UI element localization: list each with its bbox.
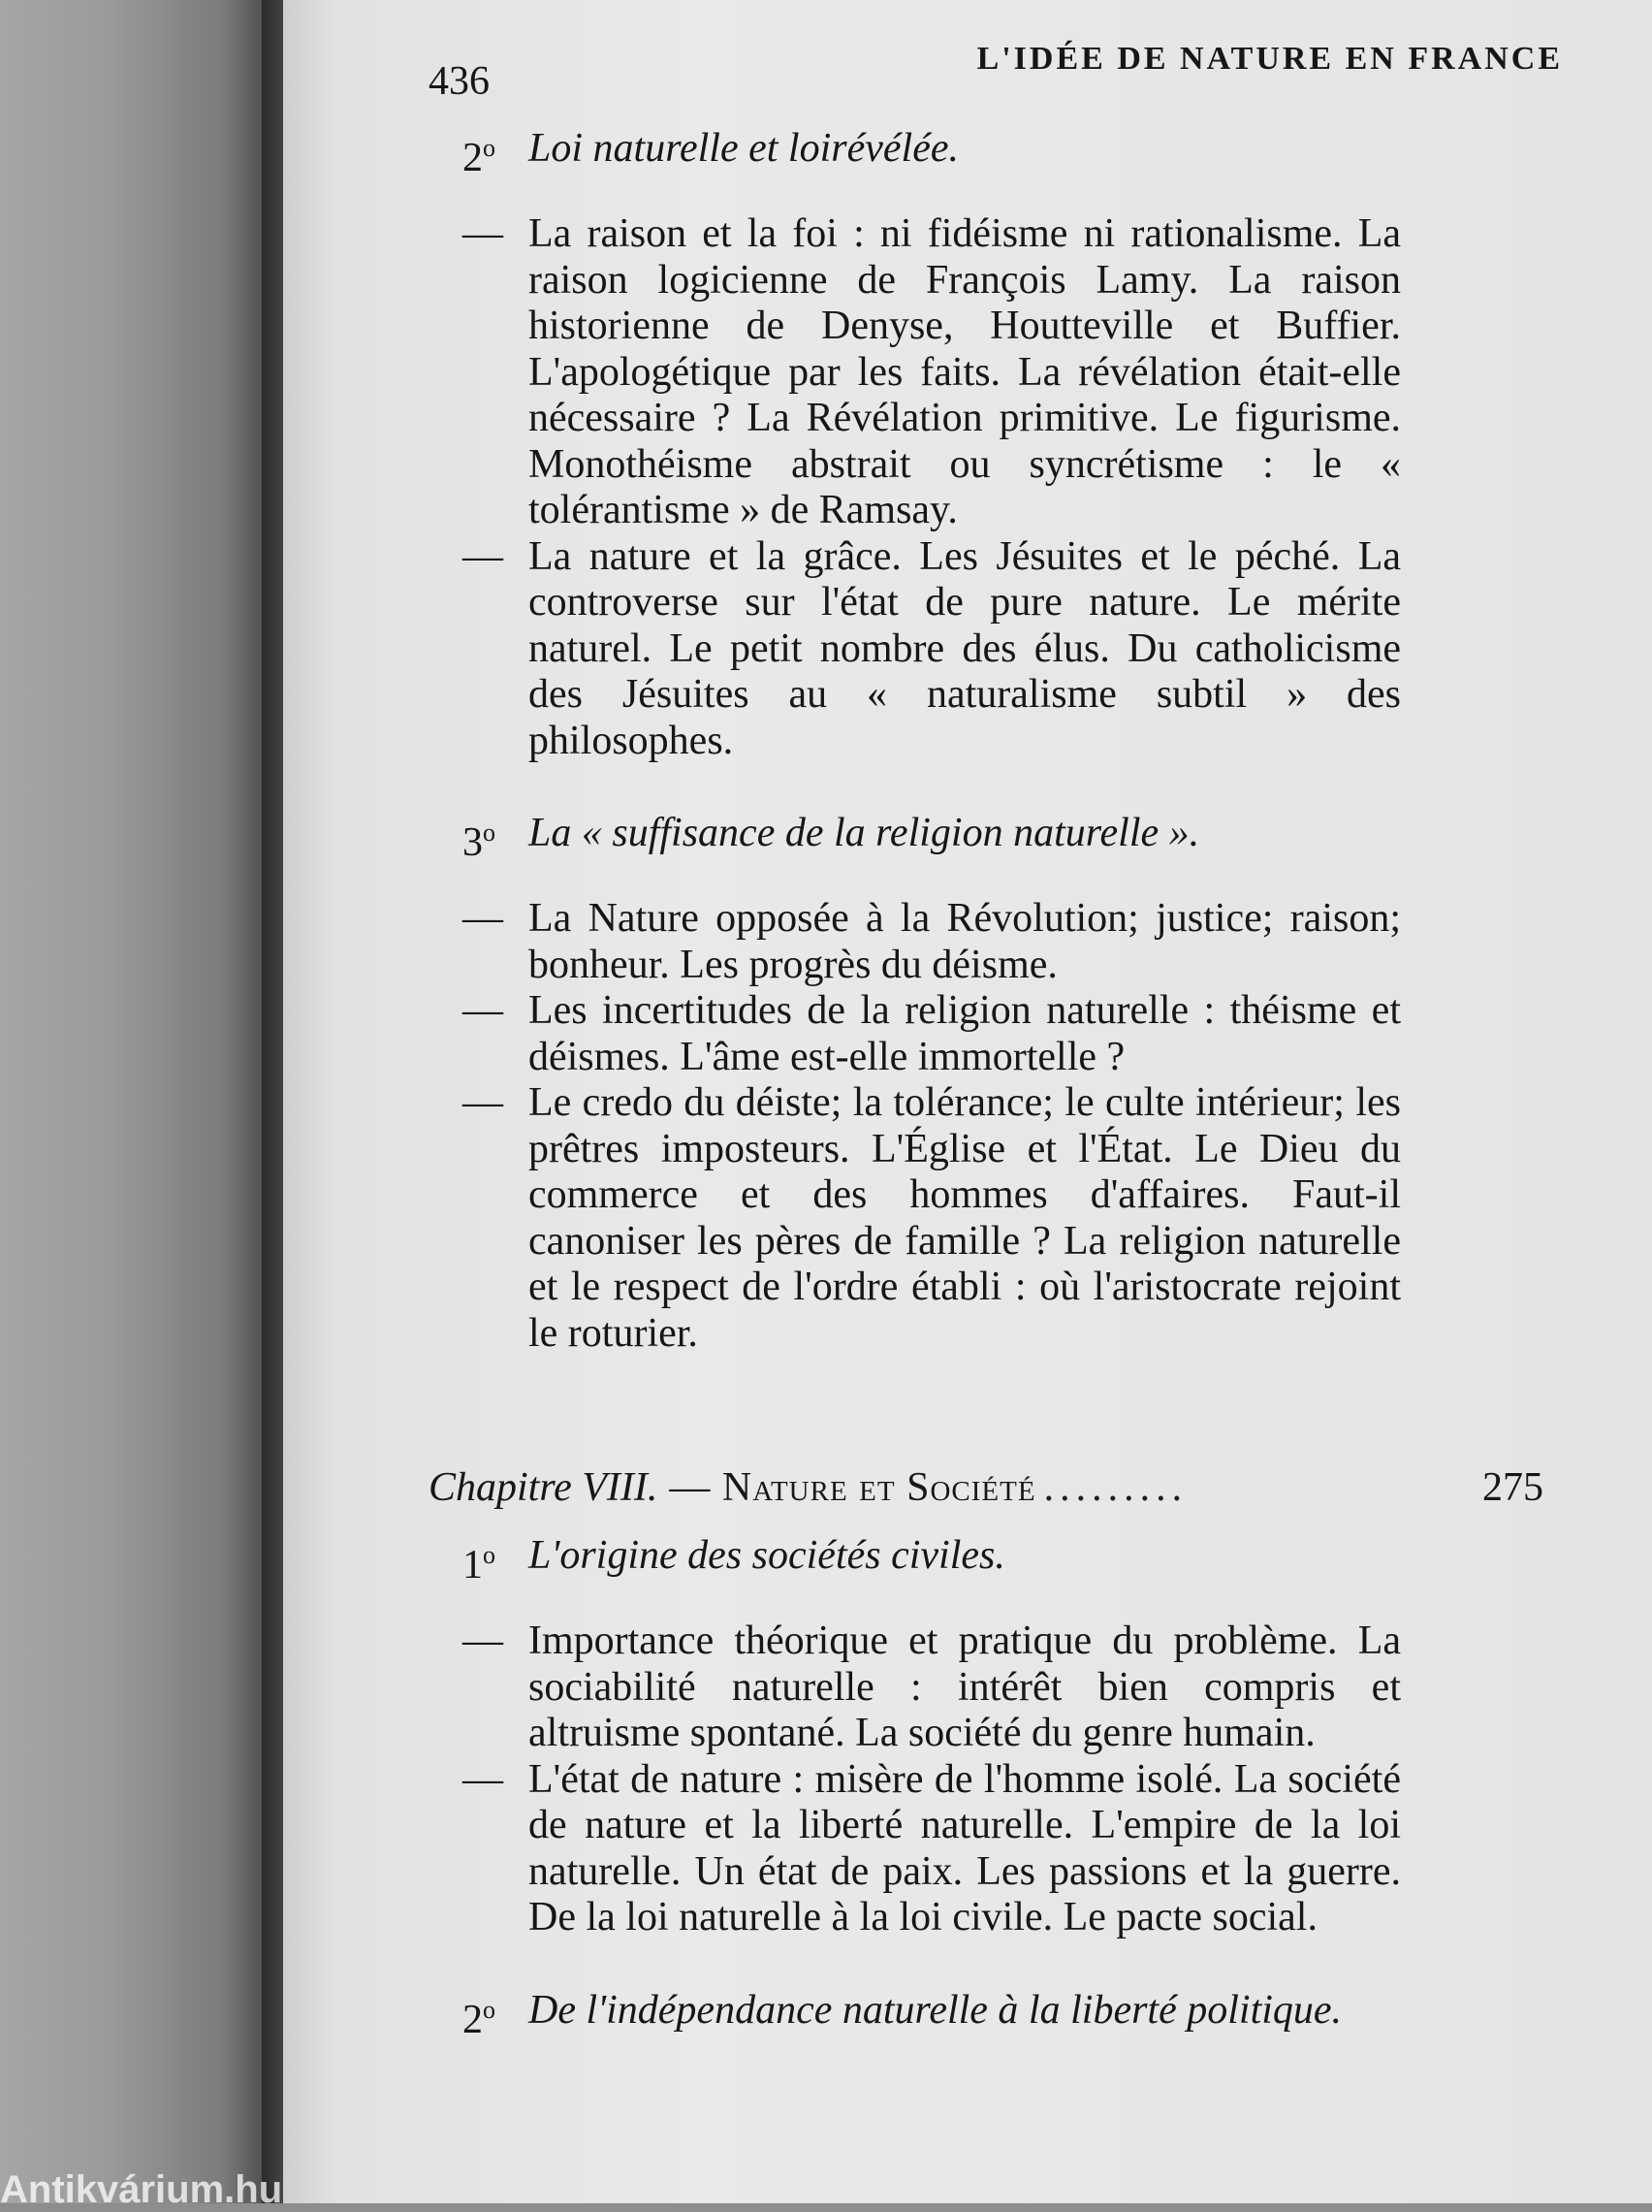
section-heading <box>429 1986 1563 2044</box>
running-header <box>429 39 1563 116</box>
dash-marker: — <box>462 988 503 1033</box>
section-number: 1$^o$ <box>462 1541 495 1587</box>
section-title: Loi naturelle et loirévélée. <box>528 126 959 171</box>
item-text: L'état de nature : misère de l'homme isolé. La société de nature et la liberté naturelle. L'empire de la loi naturelle. Un état de paix. Les passions et la guerre. De la loi naturelle à la loi civile. Le pacte social. <box>528 1756 1401 1940</box>
section-title: La « suffisance de la religion naturelle ». <box>528 811 1200 855</box>
section-title: L'origine des sociétés civiles. <box>528 1533 1005 1578</box>
list-item <box>429 988 1563 1080</box>
chapter-label: Chapitre VIII. <box>429 1465 658 1510</box>
section-heading <box>429 1531 1563 1589</box>
chapter-entry <box>429 1463 1543 1512</box>
section-heading <box>429 124 1563 182</box>
dash-marker: — <box>462 533 503 579</box>
book-spine-shadow <box>0 0 281 2203</box>
page-content <box>429 39 1563 2089</box>
section-number: 2$^o$ <box>462 134 495 180</box>
item-text: La raison et la foi : ni fidéisme ni rationalisme. La raison logicienne de François Lamy. La raison historienne de Denyse, Houtteville et Buffier. L'apologétique par les faits. La révélation était-elle nécessaire ? La Révélation primitive. Le figurisme. Monothéisme abstrait ou syncrétisme : le « tolérantisme » de Ramsay. <box>528 211 1401 532</box>
watermark-logo: Antikvárium.hu <box>0 2168 283 2211</box>
section-origine <box>429 1531 1563 1941</box>
item-text: Importance théorique et pratique du problème. La sociabilité naturelle : intérêt bien compris et altruisme spontané. La société du genre humain. <box>528 1619 1401 1755</box>
list-item <box>429 1757 1563 1941</box>
item-text: Le credo du déiste; la tolérance; le culte intérieur; les prêtres imposteurs. L'Église et l'État. Le Dieu du commerce et des hommes d'affaires. Faut-il canoniser les pères de famille ? La religion naturelle et le respect de l'ordre établi : où l'aristocrate rejoint le roturier. <box>528 1080 1401 1356</box>
list-item <box>429 1080 1563 1357</box>
chapter-title: — Nature et Société <box>669 1465 1036 1510</box>
running-title: L'IDÉE DE NATURE EN FRANCE <box>976 41 1563 77</box>
dash-marker: — <box>462 1080 503 1125</box>
section-heading <box>429 809 1563 867</box>
dash-marker: — <box>462 896 503 941</box>
list-item <box>429 1619 1563 1757</box>
item-text: La nature et la grâce. Les Jésuites et le péché. La controverse sur l'état de pure nature. Le mérite naturel. Le petit nombre des élus. Du catholicisme des Jésuites au « naturalisme subtil » des philosophes. <box>528 533 1401 763</box>
list-item <box>429 534 1563 765</box>
page-number: 436 <box>429 59 490 104</box>
section-number: 3$^o$ <box>462 818 495 865</box>
section-independance <box>429 1986 1563 2044</box>
list-item <box>429 896 1563 988</box>
list-item <box>429 211 1563 534</box>
section-loi-naturelle <box>429 124 1563 764</box>
section-suffisance <box>429 809 1563 1357</box>
dash-marker: — <box>462 211 503 256</box>
leader-dots: ......... <box>1043 1465 1189 1510</box>
book-page <box>283 0 1652 2203</box>
dash-marker: — <box>462 1619 503 1663</box>
section-title: De l'indépendance naturelle à la liberté politique. <box>528 1987 1343 2033</box>
item-text: Les incertitudes de la religion naturelle : théisme et déismes. L'âme est-elle immortelle ? <box>528 988 1401 1079</box>
section-number: 2$^o$ <box>462 1995 495 2042</box>
chapter-page-number: 275 <box>1482 1465 1543 1510</box>
dash-marker: — <box>462 1756 503 1802</box>
item-text: La Nature opposée à la Révolution; justice; raison; bonheur. Les progrès du déisme. <box>528 896 1401 987</box>
